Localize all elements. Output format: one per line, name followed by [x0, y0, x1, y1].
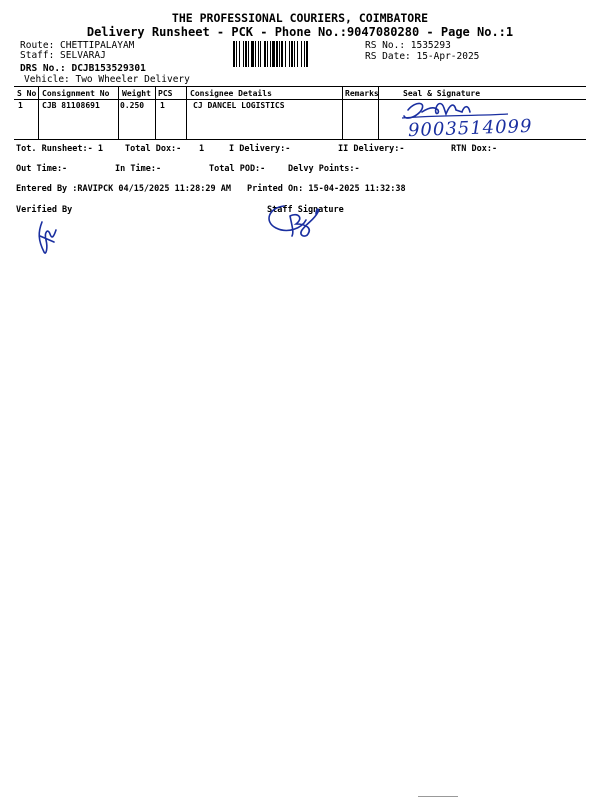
total-dox: Total Dox:-	[125, 144, 182, 154]
handwritten-phone: 9003514099	[407, 115, 533, 142]
col-consignment: Consignment No	[42, 89, 110, 98]
staff-signature-label: Staff Signature	[267, 205, 344, 215]
rs-number: RS No.: 1535293	[365, 40, 451, 51]
total-dox-value: 1	[199, 144, 205, 154]
vehicle-label: Vehicle: Two Wheeler Delivery	[24, 74, 190, 85]
in-time: In Time:-	[115, 164, 162, 174]
cell-consignee: CJ DANCEL LOGISTICS	[193, 101, 285, 110]
col-pcs: PCS	[158, 89, 173, 98]
total-pod: Total POD:-	[209, 164, 266, 174]
company-name: THE PROFESSIONAL COURIERS, COIMBATORE	[171, 11, 429, 25]
cell-weight: 0.250	[120, 101, 145, 110]
ii-delivery: II Delivery:-	[338, 144, 405, 154]
route-label: Route: CHETTIPALAYAM	[20, 40, 135, 51]
entered-by: Entered By :RAVIPCK 04/15/2025 11:28:29 AM	[16, 184, 231, 194]
col-remarks: Remarks	[345, 89, 379, 98]
cell-sno: 1	[18, 101, 23, 110]
barcode	[233, 41, 353, 67]
cell-pcs: 1	[160, 101, 165, 110]
rtn-dox: RTN Dox:-	[451, 144, 498, 154]
col-sno: S No	[17, 89, 37, 98]
col-seal-signature: Seal & Signature	[403, 89, 481, 98]
out-time: Out Time:-	[16, 164, 68, 174]
col-weight: Weight	[122, 89, 151, 98]
staff-signature-scribble	[262, 198, 342, 240]
verified-signature-scribble	[32, 218, 62, 258]
col-consignee: Consignee Details	[190, 89, 272, 98]
verified-by-label: Verified By	[16, 205, 73, 215]
tot-runsheet: Tot. Runsheet:- 1	[16, 144, 103, 154]
drs-number: DRS No.: DCJB153529301	[20, 63, 146, 74]
rs-date: RS Date: 15-Apr-2025	[365, 51, 480, 62]
runsheet-title: Delivery Runsheet - PCK - Phone No.:9047080280 - Page No.:1	[86, 25, 514, 39]
i-delivery: I Delivery:-	[229, 144, 291, 154]
printed-on: Printed On: 15-04-2025 11:32:38	[247, 184, 406, 194]
staff-label: Staff: SELVARAJ	[20, 50, 106, 61]
cell-consignment: CJB 81108691	[42, 101, 100, 110]
delvy-points: Delvy Points:-	[288, 164, 360, 174]
